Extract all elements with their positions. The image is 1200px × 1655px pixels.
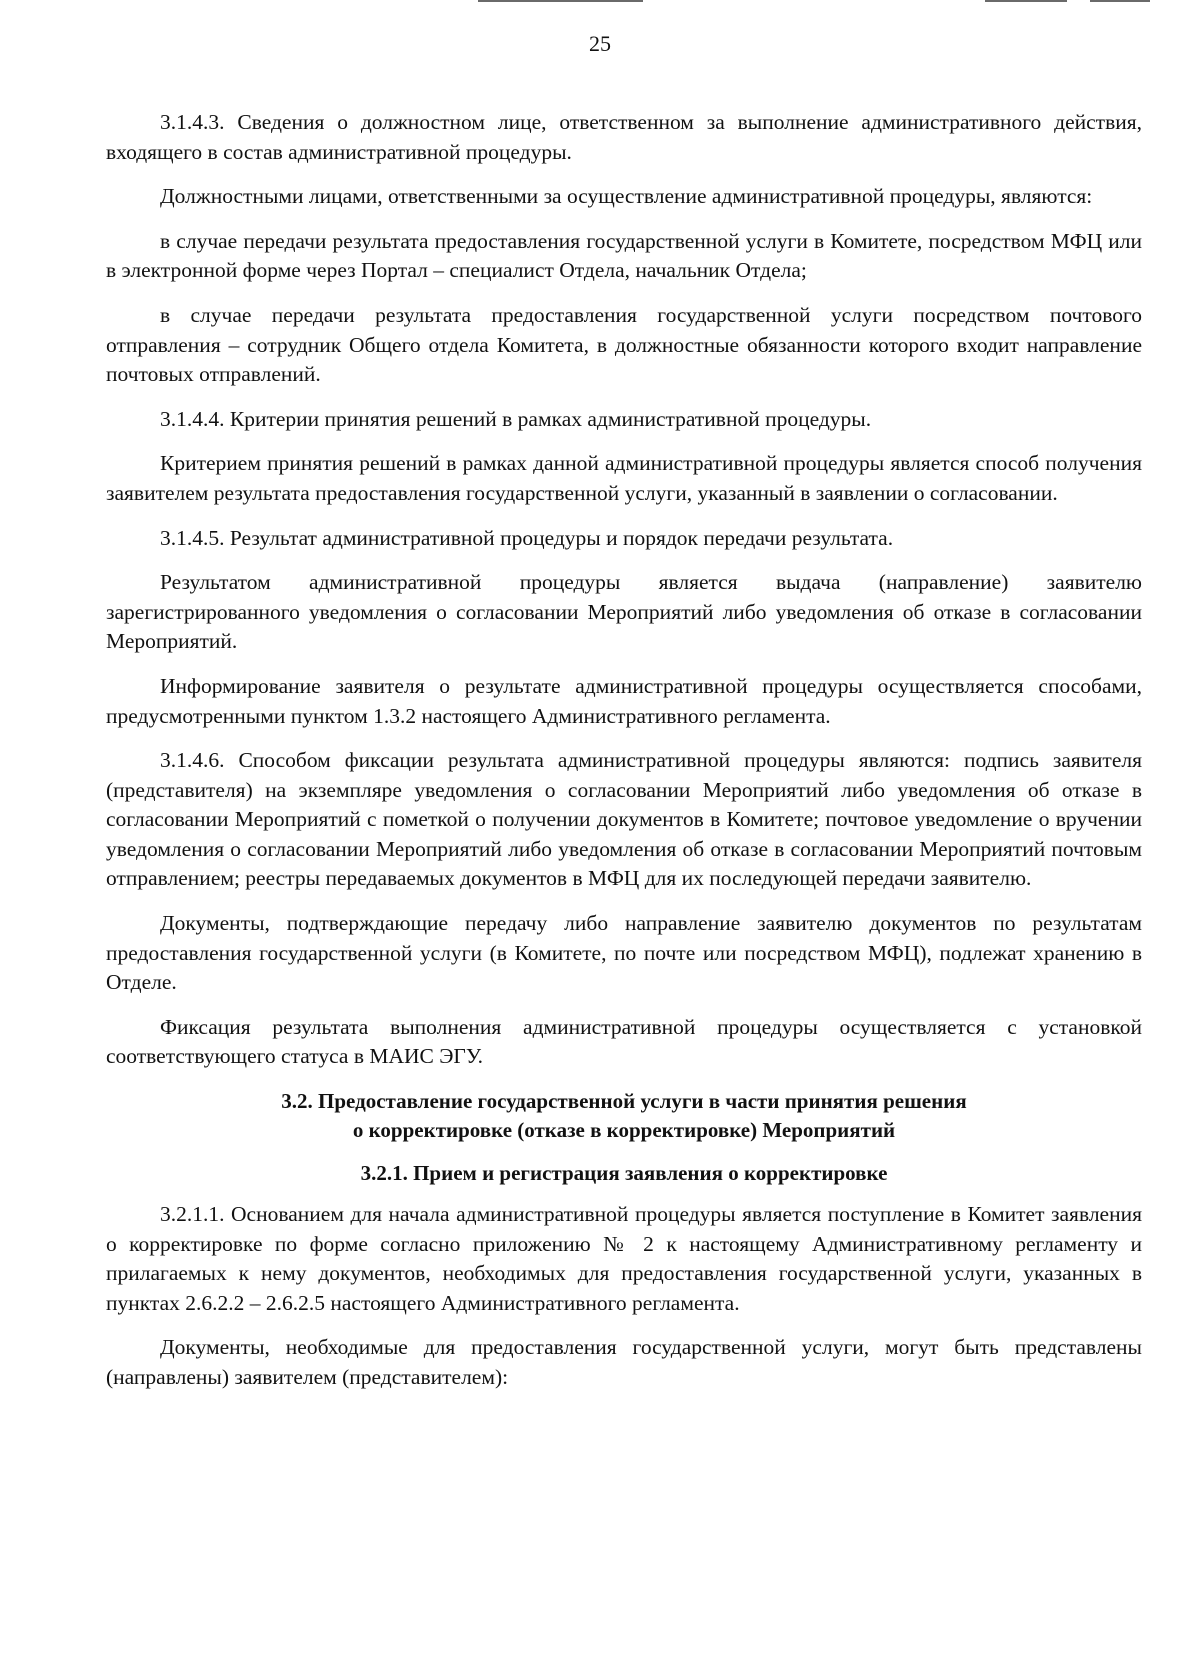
paragraph-3-1-4-5: 3.1.4.5. Результат административной процедуры и порядок передачи результата. [160,525,894,550]
paragraph-3-1-4-4: 3.1.4.4. Критерии принятия решений в рамках административной процедуры. [160,406,872,431]
paragraph: Результатом административной процедуры является выдача (направление) заявителю зарегистрированного уведомления о согласовании Мероприятий либо уведомления об отказе в согласовании Мероприятий. [106,570,1142,654]
paragraph-3-1-4-6: 3.1.4.6. Способом фиксации результата административной процедуры являются: подпись заявителя (представителя) на экземпляре уведомления о согласовании Мероприятий либо уведомления об отказе в согласовании Мероприятий с пометкой о получении документов в Комитете; почтовое уведомление о вручении уведомления о согласовании Мероприятий либо уведомления об отказе в согласовании Мероприятий почтовым отправлением; реестры передаваемых документов в МФЦ для их последующей передачи заявителю. [106,748,1142,891]
paragraph: Фиксация результата выполнения административной процедуры осуществляется с установкой соответствующего статуса в МАИС ЭГУ. [106,1014,1142,1069]
page-number: 25 [589,31,611,56]
paragraph-3-2-1-1: 3.2.1.1. Основанием для начала административной процедуры является поступление в Комитет заявления о корректировке по форме согласно приложению № 2 к настоящему Административному регламенту и прилагаемых к нему документов, необходимых для предоставления государственной услуги, указанных в пунктах 2.6.2.2 – 2.6.2.5 настоящего Административного регламента. [106,1202,1142,1315]
section-heading-line: 3.2. Предоставление государственной услуги в части принятия решения [281,1089,967,1114]
paragraph: в случае передачи результата предоставления государственной услуги в Комитете, посредством МФЦ или в электронной форме через Портал – специалист Отдела, начальник Отдела; [106,228,1142,283]
paragraph: Документы, необходимые для предоставления государственной услуги, могут быть представлены (направлены) заявителем (представителем): [106,1335,1142,1389]
scan-artifact-line [1090,0,1150,2]
paragraph: Должностными лицами, ответственными за осуществление административной процедуры, являются: [160,184,1093,209]
paragraph: в случае передачи результата предоставления государственной услуги посредством почтового отправления – сотрудник Общего отдела Комитета, в должностные обязанности которого входит направление почтовых отправлений. [106,302,1142,387]
paragraph-3-1-4-3: 3.1.4.3. Сведения о должностном лице, ответственном за выполнение административного действия, входящего в состав административной процедуры. [106,110,1142,164]
scan-artifact-line [985,0,1067,2]
paragraph: Документы, подтверждающие передачу либо направление заявителю документов по результатам предоставления государственной услуги (в Комитете, по почте или посредством МФЦ), подлежат хранению в Отделе. [106,911,1142,995]
scan-artifact-line [478,0,643,2]
paragraph: Информирование заявителя о результате административной процедуры осуществляется способами, предусмотренными пунктом 1.3.2 настоящего Административного регламента. [106,673,1142,728]
document-body [106,108,1142,1408]
section-heading-line: о корректировке (отказе в корректировке) Мероприятий [352,1118,896,1143]
section-heading-3-2 [106,1087,1142,1145]
paragraph: Критерием принятия решений в рамках данной административной процедуры является способ получения заявителем результата предоставления государственной услуги, указанный в заявлении о согласовании. [106,451,1142,505]
subsection-heading-3-2-1: 3.2.1. Прием и регистрация заявления о корректировке [360,1161,888,1186]
